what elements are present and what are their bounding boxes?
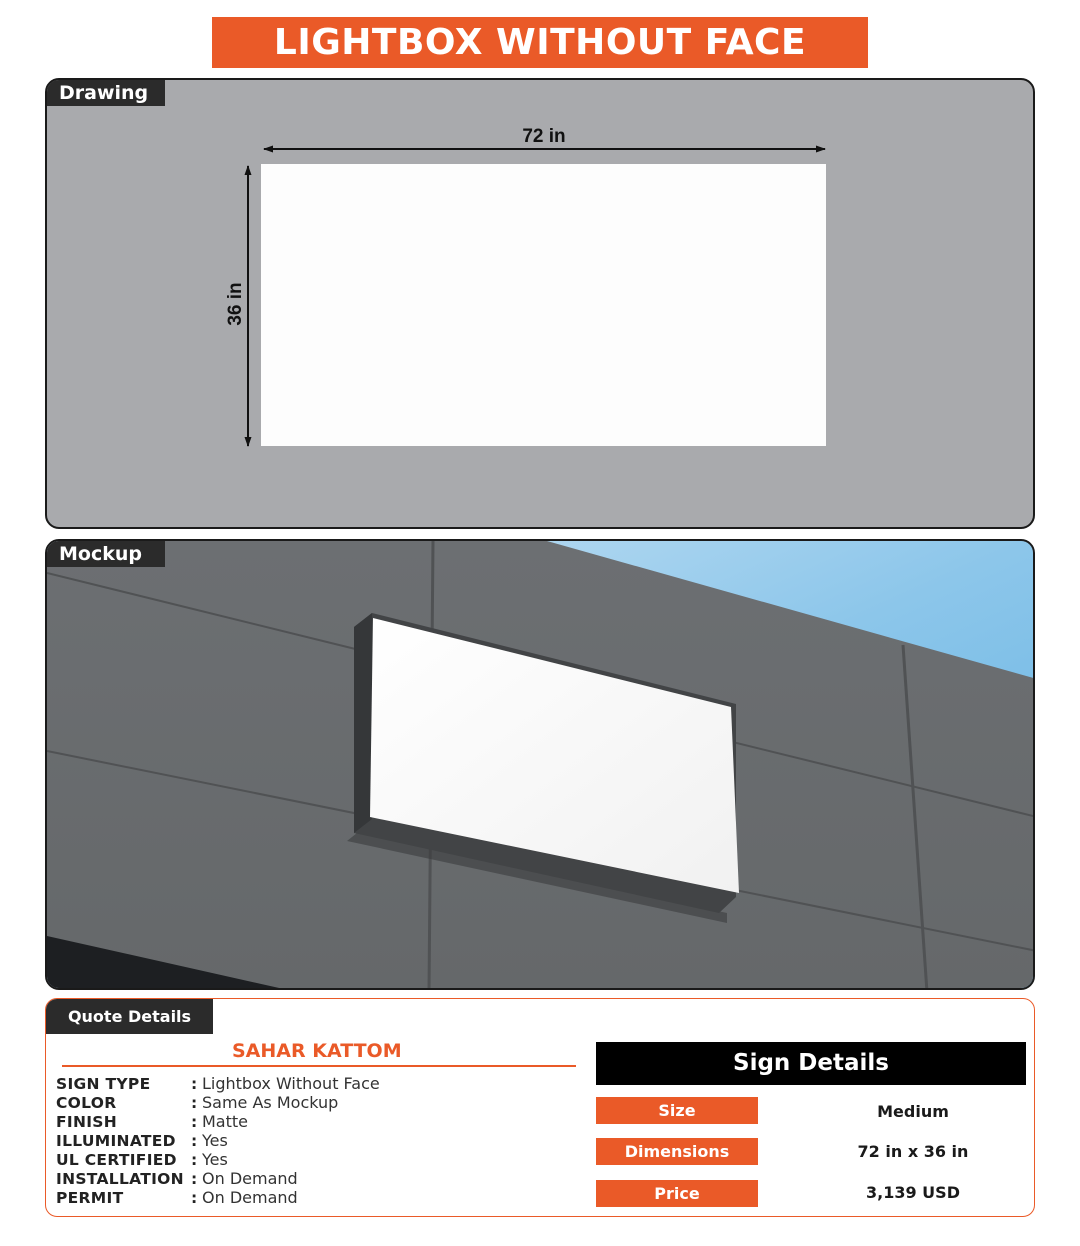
spec-separator: : — [191, 1093, 198, 1112]
spec-row-illuminated — [56, 1131, 380, 1150]
spec-value: Lightbox Without Face — [202, 1074, 380, 1093]
size-label: Size — [596, 1097, 758, 1124]
drawing-tab-label: Drawing — [47, 80, 165, 106]
spec-value: On Demand — [202, 1169, 298, 1188]
size-value: Medium — [877, 1102, 949, 1121]
height-dimension-label: 36 in — [225, 282, 246, 326]
dimensions-label: Dimensions — [596, 1138, 758, 1165]
spec-list — [56, 1074, 380, 1207]
spec-separator: : — [191, 1074, 198, 1093]
spec-key: SIGN TYPE — [56, 1074, 151, 1093]
spec-row-color — [56, 1093, 380, 1112]
spec-key: FINISH — [56, 1112, 118, 1131]
spec-row-permit — [56, 1188, 380, 1207]
dimension-drawing — [47, 80, 1035, 529]
spec-row-installation — [56, 1169, 380, 1188]
spec-value: On Demand — [202, 1188, 298, 1207]
spec-key: INSTALLATION — [56, 1169, 184, 1188]
spec-separator: : — [191, 1188, 198, 1207]
spec-value: Yes — [202, 1150, 228, 1169]
price-label: Price — [596, 1180, 758, 1207]
spec-value: Matte — [202, 1112, 248, 1131]
spec-separator: : — [191, 1131, 198, 1150]
spec-key: COLOR — [56, 1093, 117, 1112]
page-title: LIGHTBOX WITHOUT FACE — [212, 17, 868, 68]
width-dimension-label: 72 in — [522, 126, 566, 147]
spec-key: ILLUMINATED — [56, 1131, 176, 1150]
customer-name: SAHAR KATTOM — [232, 1040, 402, 1062]
dimensions-value: 72 in x 36 in — [857, 1142, 969, 1161]
drawing-panel — [45, 78, 1035, 529]
spec-row-finish — [56, 1112, 380, 1131]
spec-separator: : — [191, 1150, 198, 1169]
sign-details-header: Sign Details — [596, 1042, 1026, 1085]
mockup-illustration — [47, 541, 1035, 990]
spec-key: UL CERTIFIED — [56, 1150, 177, 1169]
spec-value: Same As Mockup — [202, 1093, 339, 1112]
spec-row-sign-type — [56, 1074, 380, 1093]
price-value: 3,139 USD — [866, 1183, 960, 1202]
quote-tab-label: Quote Details — [46, 999, 213, 1034]
spec-row-ul-certified — [56, 1150, 380, 1169]
mockup-tab-label: Mockup — [47, 541, 165, 567]
sign-outline — [261, 164, 826, 446]
spec-value: Yes — [202, 1131, 228, 1150]
spec-separator: : — [191, 1169, 198, 1188]
customer-divider — [62, 1065, 576, 1067]
spec-separator: : — [191, 1112, 198, 1131]
spec-key: PERMIT — [56, 1188, 124, 1207]
quote-details-panel — [45, 998, 1035, 1217]
mockup-panel — [45, 539, 1035, 990]
